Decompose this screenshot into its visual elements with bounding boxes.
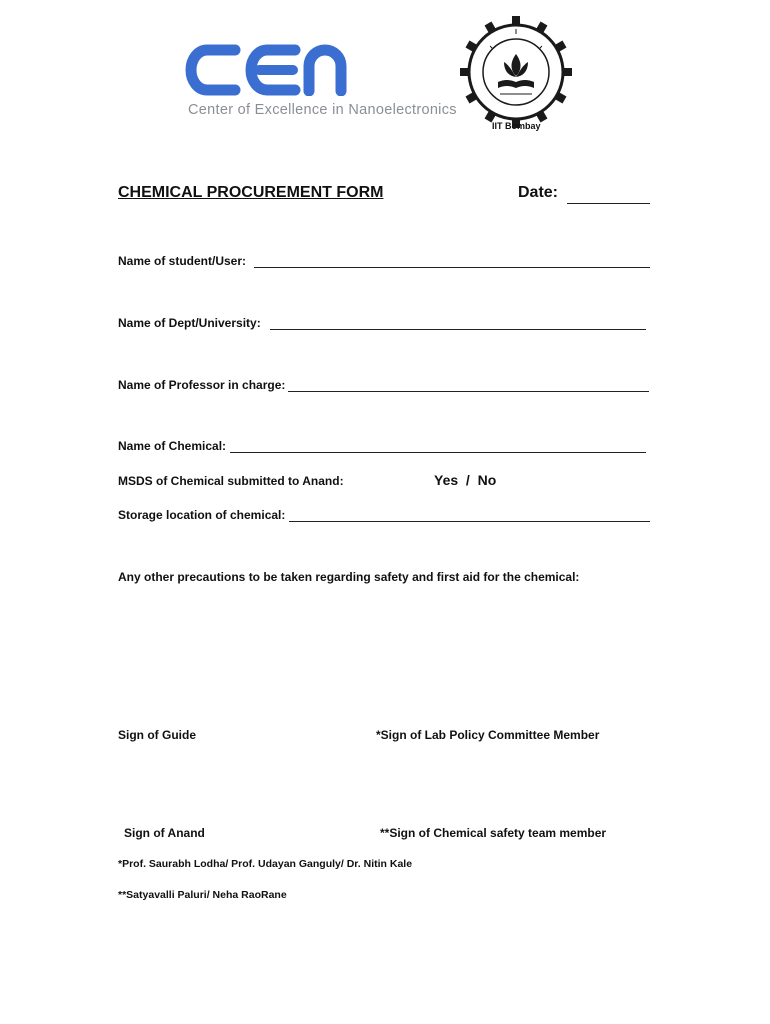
precautions-label: Any other precautions to be taken regarding safety and first aid for the chemical: xyxy=(118,570,580,584)
cen-logo xyxy=(185,44,360,96)
chemical-name-line[interactable] xyxy=(230,452,646,453)
anand-signature-label: Sign of Anand xyxy=(124,826,205,840)
guide-signature-label: Sign of Guide xyxy=(118,728,196,742)
chemical-safety-signature-label: **Sign of Chemical safety team member xyxy=(380,826,607,840)
date-input-line[interactable] xyxy=(567,203,650,204)
safety-team-footnote: **Satyavalli Paluri/ Neha RaoRane xyxy=(118,889,287,901)
storage-location-label: Storage location of chemical: xyxy=(118,508,286,522)
dept-university-line[interactable] xyxy=(270,329,646,330)
chemical-name-label: Name of Chemical: xyxy=(118,439,227,453)
form-title: CHEMICAL PROCUREMENT FORM xyxy=(118,184,384,201)
seal-caption: IIT Bombay xyxy=(492,121,541,131)
student-name-label: Name of student/User: xyxy=(118,254,247,268)
student-name-line[interactable] xyxy=(254,267,650,268)
lab-policy-footnote: *Prof. Saurabh Lodha/ Prof. Udayan Ganguly/ Dr. Nitin Kale xyxy=(118,858,413,870)
dept-university-label: Name of Dept/University: xyxy=(118,316,261,330)
iit-bombay-seal-icon xyxy=(460,16,572,128)
lab-policy-signature-label: *Sign of Lab Policy Committee Member xyxy=(376,728,600,742)
precautions-area[interactable] xyxy=(118,592,650,702)
date-label: Date: xyxy=(518,184,559,201)
msds-label: MSDS of Chemical submitted to Anand: xyxy=(118,474,344,488)
professor-line[interactable] xyxy=(288,391,649,392)
msds-yes-no-options[interactable]: Yes / No xyxy=(434,472,497,488)
storage-location-line[interactable] xyxy=(289,521,650,522)
logo-subtitle: Center of Excellence in Nanoelectronics xyxy=(188,102,457,118)
professor-label: Name of Professor in charge: xyxy=(118,378,286,392)
